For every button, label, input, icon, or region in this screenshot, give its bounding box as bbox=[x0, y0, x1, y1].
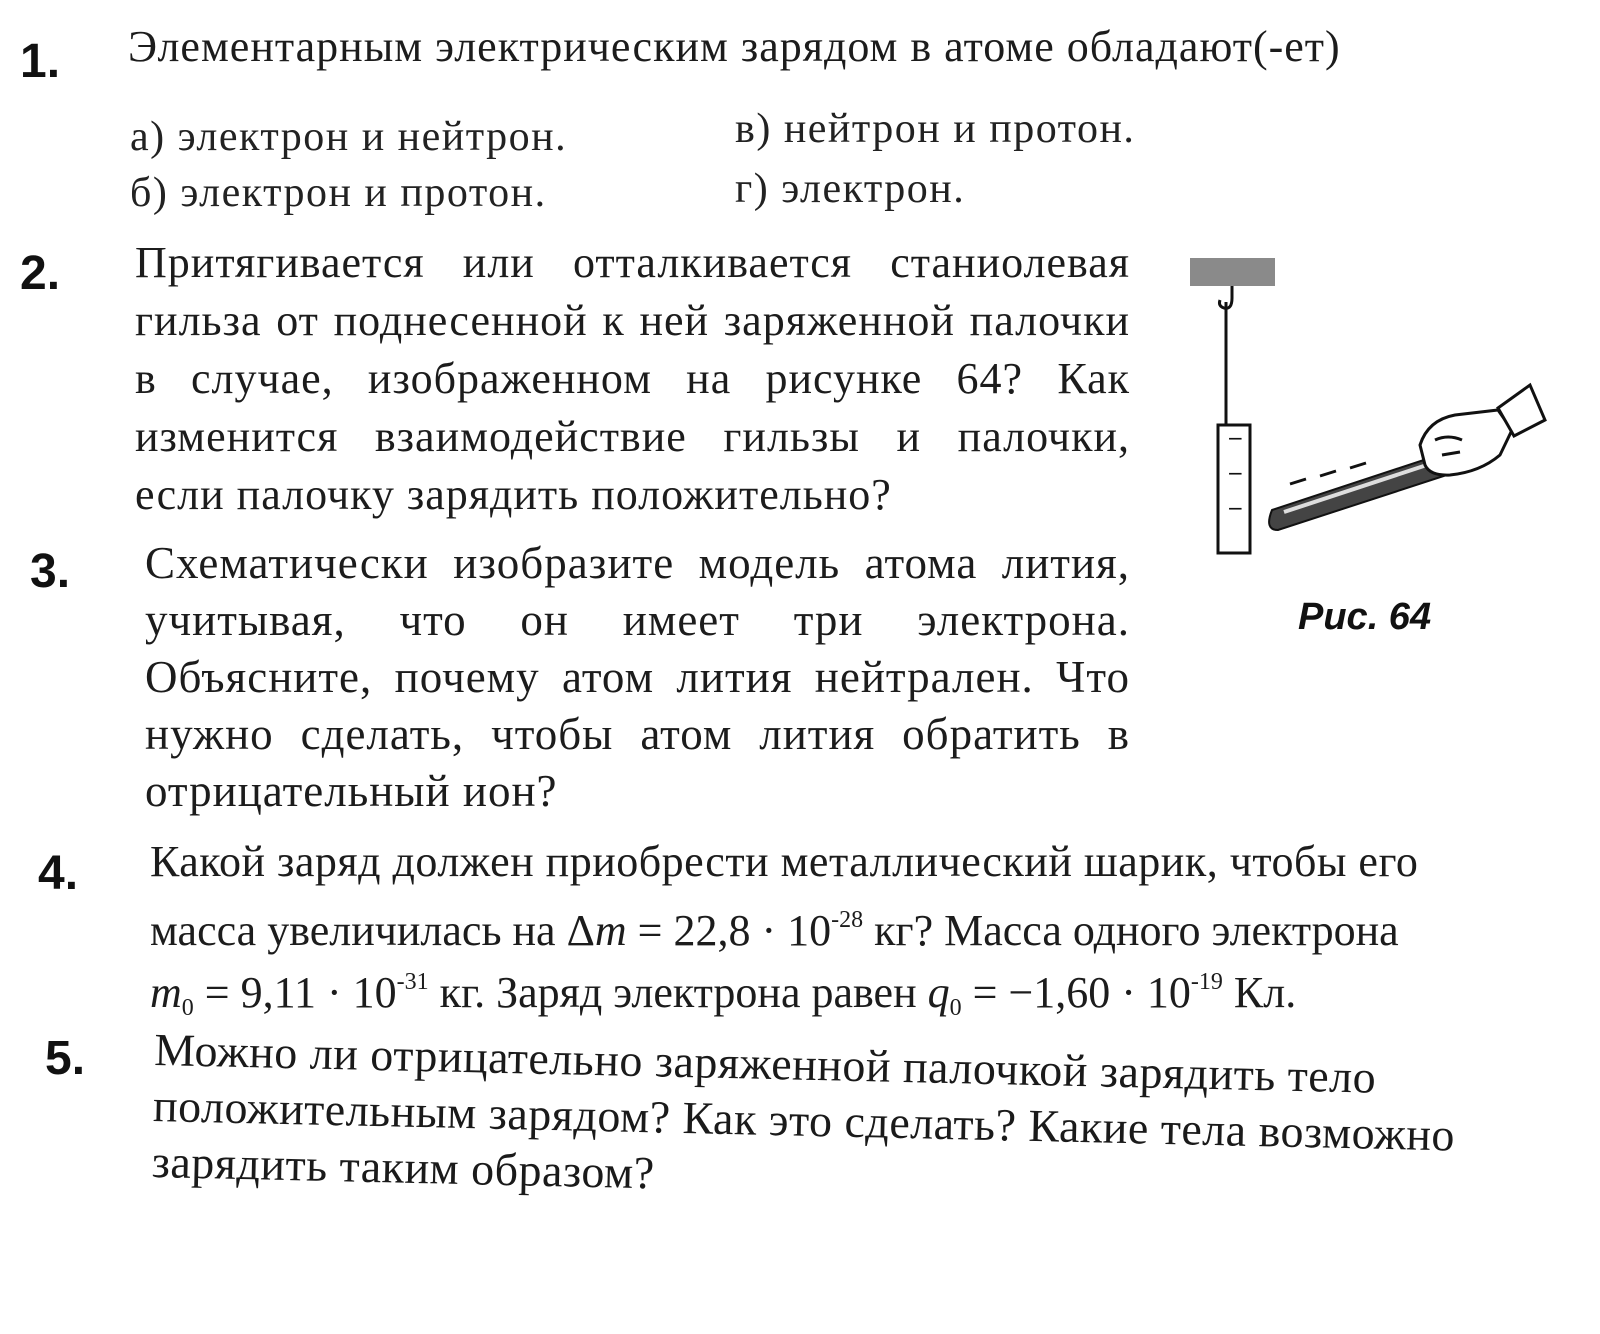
question-4-line-3 bbox=[150, 970, 1296, 1020]
q4-l3-var: m bbox=[150, 968, 182, 1017]
shell-and-rod-drawing bbox=[1180, 240, 1550, 570]
q4-l2-pre: масса увеличилась на Δ bbox=[150, 906, 595, 955]
hand-icon bbox=[1420, 385, 1545, 475]
q4-l3-eq: = 9,11 · 10 bbox=[193, 968, 397, 1017]
q4-l3-sub: 0 bbox=[181, 995, 194, 1021]
q4-l3-exp: -31 bbox=[396, 969, 429, 995]
q4-l2-post: кг? Масса одного электрона bbox=[863, 906, 1399, 955]
question-5-number: 5. bbox=[45, 1032, 86, 1085]
question-2-text: Притягивается или отталкивается станиолевая гильза от поднесенной к ней заряженной палочки в случае, изображенном на рисунке 64? Как изменится взаимодействие гильзы и палочки, если палочку зарядить положительно? bbox=[135, 238, 1130, 519]
question-4-line-1: Какой заряд должен приобрести металлический шарик, чтобы его bbox=[150, 837, 1419, 886]
figure-64 bbox=[1180, 240, 1550, 570]
q4-l3-q: q bbox=[927, 968, 950, 1017]
q4-l2-exp: -28 bbox=[831, 907, 864, 933]
figure-caption: Рис. 64 bbox=[1298, 596, 1432, 638]
question-3-text: Схематически изобразите модель атома лития, учитывая, что он имеет три электрона. Объясните, почему атом лития нейтрален. Что нужно сделать, чтобы атом лития обратить в отрицательный ион? bbox=[145, 538, 1130, 816]
question-4-number: 4. bbox=[38, 847, 79, 900]
q4-l2-var: m bbox=[594, 906, 627, 955]
q4-l3-mid: кг. Заряд электрона равен bbox=[428, 968, 928, 1017]
q4-l2-eq: = 22,8 · 10 bbox=[626, 906, 832, 955]
question-1-number: 1. bbox=[20, 35, 61, 88]
q4-l3-qsub: 0 bbox=[949, 995, 962, 1021]
question-4-line-2 bbox=[150, 908, 1399, 953]
question-1-option-a: а) электрон и нейтрон. bbox=[130, 114, 568, 160]
shell-mark-3: − bbox=[1227, 496, 1244, 520]
q4-l3-post: Кл. bbox=[1222, 968, 1297, 1017]
rod-charge-marks bbox=[1290, 463, 1366, 484]
question-5-text: Можно ли отрицательно заряженной палочкой зарядить тело положительным зарядом? Как это сделать? Какие тела возможно зарядить таким образом? bbox=[151, 1023, 1456, 1199]
question-2-number: 2. bbox=[20, 247, 61, 300]
question-1-option-g: г) электрон. bbox=[735, 166, 966, 212]
question-1-text: Элементарным электрическим зарядом в атоме обладают(-ет) bbox=[128, 22, 1341, 71]
question-1-option-b: б) электрон и протон. bbox=[130, 170, 547, 216]
shell-mark-1: − bbox=[1227, 426, 1244, 450]
ceiling-support bbox=[1190, 258, 1275, 286]
question-3-number: 3. bbox=[30, 545, 71, 598]
shell-mark-2: − bbox=[1227, 461, 1244, 485]
q4-l3-qexp: -19 bbox=[1190, 969, 1223, 995]
question-1-option-v: в) нейтрон и протон. bbox=[735, 106, 1136, 152]
q4-l3-qeq: = −1,60 · 10 bbox=[961, 968, 1191, 1017]
